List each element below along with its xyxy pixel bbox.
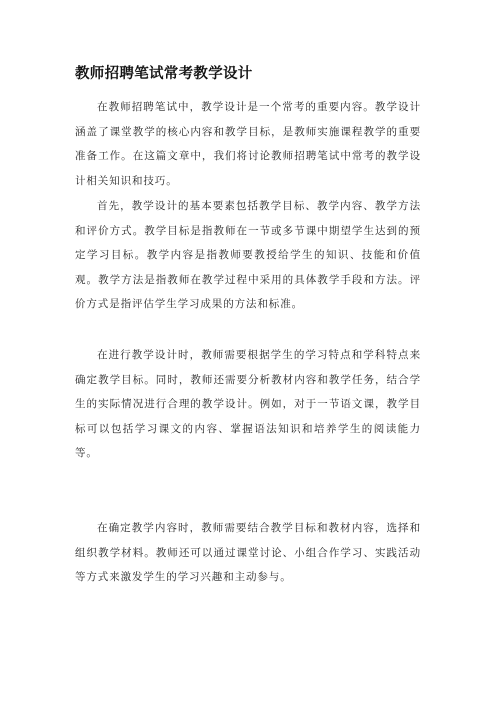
paragraph-intro: 在教师招聘笔试中，教学设计是一个常考的重要内容。教学设计涵盖了课堂教学的核心内容和教学目标，是教师实施课程教学的重要准备工作。在这篇文章中，我们将讨论教师招聘笔试中常考的教学设计相关知识和技巧。 bbox=[75, 101, 421, 187]
paragraph-content-selection: 在确定教学内容时，教师需要结合教学目标和教材内容，选择和组织教学材料。教师还可以通过课堂讨论、小组合作学习、实践活动等方式来激发学生的学习兴趣和主动参与。 bbox=[75, 522, 421, 583]
document-title: 教师招聘笔试常考教学设计 bbox=[75, 66, 253, 82]
paragraph-basic-elements: 首先，教学设计的基本要素包括教学目标、教学内容、教学方法和评价方式。教学目标是指教师在一节或多节课中期望学生达到的预定学习目标。教学内容是指教师要教授给学生的知识、技能和价值观。教学方法是指教师在教学过程中采用的具体教学手段和方法。评价方式是指评估学生学习成果的方法和标准。 bbox=[75, 200, 421, 310]
paragraph-design-process: 在进行教学设计时，教师需要根据学生的学习特点和学科特点来确定教学目标。同时，教师还需要分析教材内容和教学任务，结合学生的实际情况进行合理的教学设计。例如，对于一节语文课，教学目标可以包括学习课文的内容、掌握语法知识和培养学生的阅读能力等。 bbox=[75, 349, 421, 459]
